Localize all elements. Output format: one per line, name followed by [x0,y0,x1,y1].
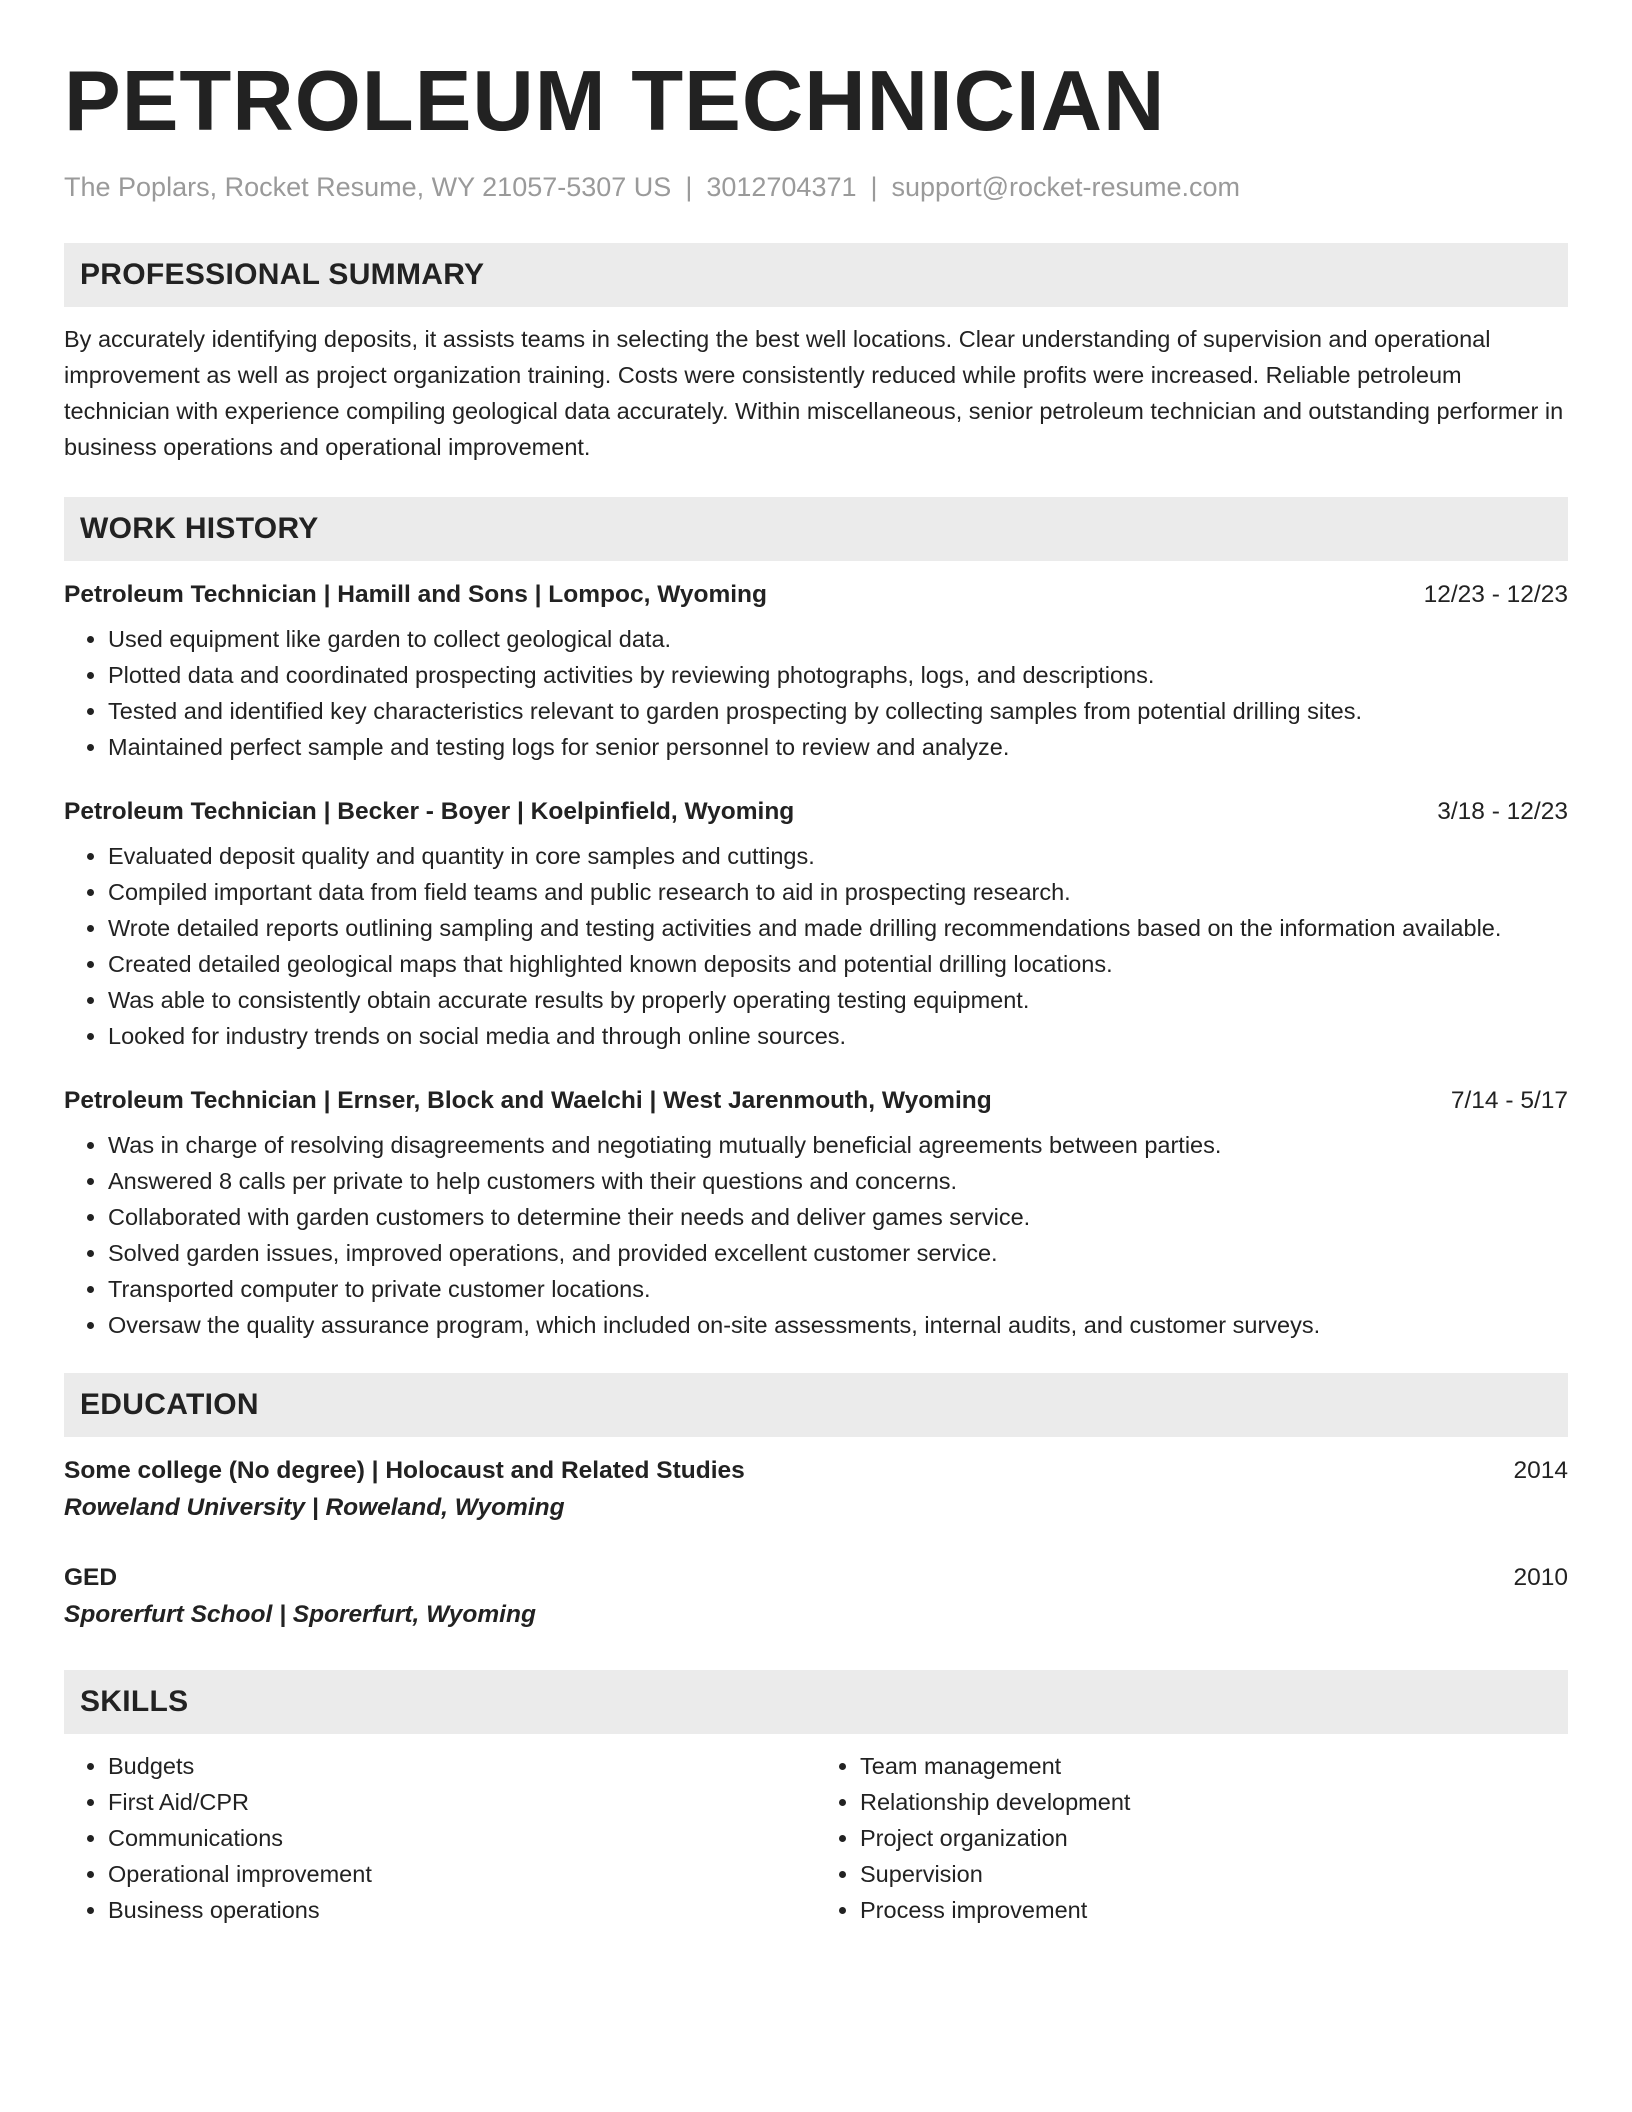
job-entry [64,1083,1568,1343]
job-bullet: • Used equipment like garden to collect geological data. [108,621,1568,657]
job-dates: 12/23 - 12/23 [1423,581,1568,608]
skill-item: • Relationship development [860,1784,1568,1820]
job-bullet: • Transported computer to private customer locations. [108,1271,1568,1307]
contact-phone: 3012704371 [706,172,857,202]
job-header [64,794,1568,830]
education-year: 2014 [1513,1457,1568,1484]
skill-item: • First Aid/CPR [108,1784,816,1820]
job-bullet: • Was able to consistently obtain accurate results by properly operating testing equipment. [108,982,1568,1018]
job-bullet: • Evaluated deposit quality and quantity in core samples and cuttings. [108,838,1568,874]
job-bullet: • Was in charge of resolving disagreements and negotiating mutually beneficial agreements between parties. [108,1127,1568,1163]
job-bullet: • Created detailed geological maps that highlighted known deposits and potential drilling locations. [108,946,1568,982]
job-bullet: • Oversaw the quality assurance program, which included on-site assessments, internal audits, and customer surveys. [108,1307,1568,1343]
skill-item: • Project organization [860,1820,1568,1856]
job-bullets [64,1127,1568,1343]
job-title: Petroleum Technician | Ernser, Block and Waelchi | West Jarenmouth, Wyoming [64,1087,992,1114]
summary-heading: PROFESSIONAL SUMMARY [64,243,1568,307]
job-bullet: • Tested and identified key characteristics relevant to garden prospecting by collecting samples from potential drilling sites. [108,693,1568,729]
education-entry [64,1453,1568,1527]
work-history-heading: WORK HISTORY [64,497,1568,561]
contact-line [64,170,1568,204]
job-bullet: • Looked for industry trends on social media and through online sources. [108,1018,1568,1054]
education-header [64,1453,1568,1489]
job-bullet: • Answered 8 calls per private to help customers with their questions and concerns. [108,1163,1568,1199]
job-bullets [64,621,1568,765]
skill-item: • Business operations [108,1892,816,1928]
skill-item: • Process improvement [860,1892,1568,1928]
job-title: Petroleum Technician | Becker - Boyer | Koelpinfield, Wyoming [64,798,795,825]
skills-heading: SKILLS [64,1670,1568,1734]
job-dates: 7/14 - 5/17 [1450,1087,1568,1114]
contact-address: The Poplars, Rocket Resume, WY 21057-5307 US [64,172,672,202]
education-year: 2010 [1513,1564,1568,1591]
skill-item: • Operational improvement [108,1856,816,1892]
education-school: Roweland University | Roweland, Wyoming [64,1494,565,1521]
job-title: Petroleum Technician | Hamill and Sons | Lompoc, Wyoming [64,581,767,608]
job-bullet: • Solved garden issues, improved operations, and provided excellent customer service. [108,1235,1568,1271]
education-degree: GED [64,1564,118,1591]
job-header [64,577,1568,613]
education-degree: Some college (No degree) | Holocaust and Related Studies [64,1457,745,1484]
education-school: Sporerfurt School | Sporerfurt, Wyoming [64,1601,536,1628]
education-heading: EDUCATION [64,1373,1568,1437]
skill-item: • Team management [860,1748,1568,1784]
skills-list [64,1748,1568,1928]
skills-column-right [816,1748,1568,1928]
job-header [64,1083,1568,1119]
job-bullet: • Compiled important data from field teams and public research to aid in prospecting research. [108,874,1568,910]
job-bullet: • Maintained perfect sample and testing logs for senior personnel to review and analyze. [108,729,1568,765]
job-entry [64,577,1568,765]
education-header [64,1560,1568,1596]
job-bullet: • Collaborated with garden customers to determine their needs and deliver games service. [108,1199,1568,1235]
job-bullets [64,838,1568,1054]
skills-column-left [64,1748,816,1928]
summary-text: By accurately identifying deposits, it assists teams in selecting the best well locations. Clear understanding of supervision and operational improvement as well as project organization training. Costs were consistently reduced while profits were increased. Reliable petroleum technician with experience compiling geological data accurately. Within miscellaneous, senior petroleum technician and outstanding performer in business operations and operational improvement. [64,326,1564,460]
contact-email: support@rocket-resume.com [891,172,1241,202]
contact-separator: | [870,172,878,202]
skill-item: • Communications [108,1820,816,1856]
contact-separator: | [685,172,693,202]
skill-item: • Budgets [108,1748,816,1784]
job-bullet: • Plotted data and coordinated prospecting activities by reviewing photographs, logs, and descriptions. [108,657,1568,693]
job-dates: 3/18 - 12/23 [1437,798,1568,825]
candidate-name: PETROLEUM TECHNICIAN [64,54,1166,149]
education-entry [64,1560,1568,1634]
skill-item: • Supervision [860,1856,1568,1892]
job-entry [64,794,1568,1054]
job-bullet: • Wrote detailed reports outlining sampling and testing activities and made drilling recommendations based on the information available. [108,910,1568,946]
